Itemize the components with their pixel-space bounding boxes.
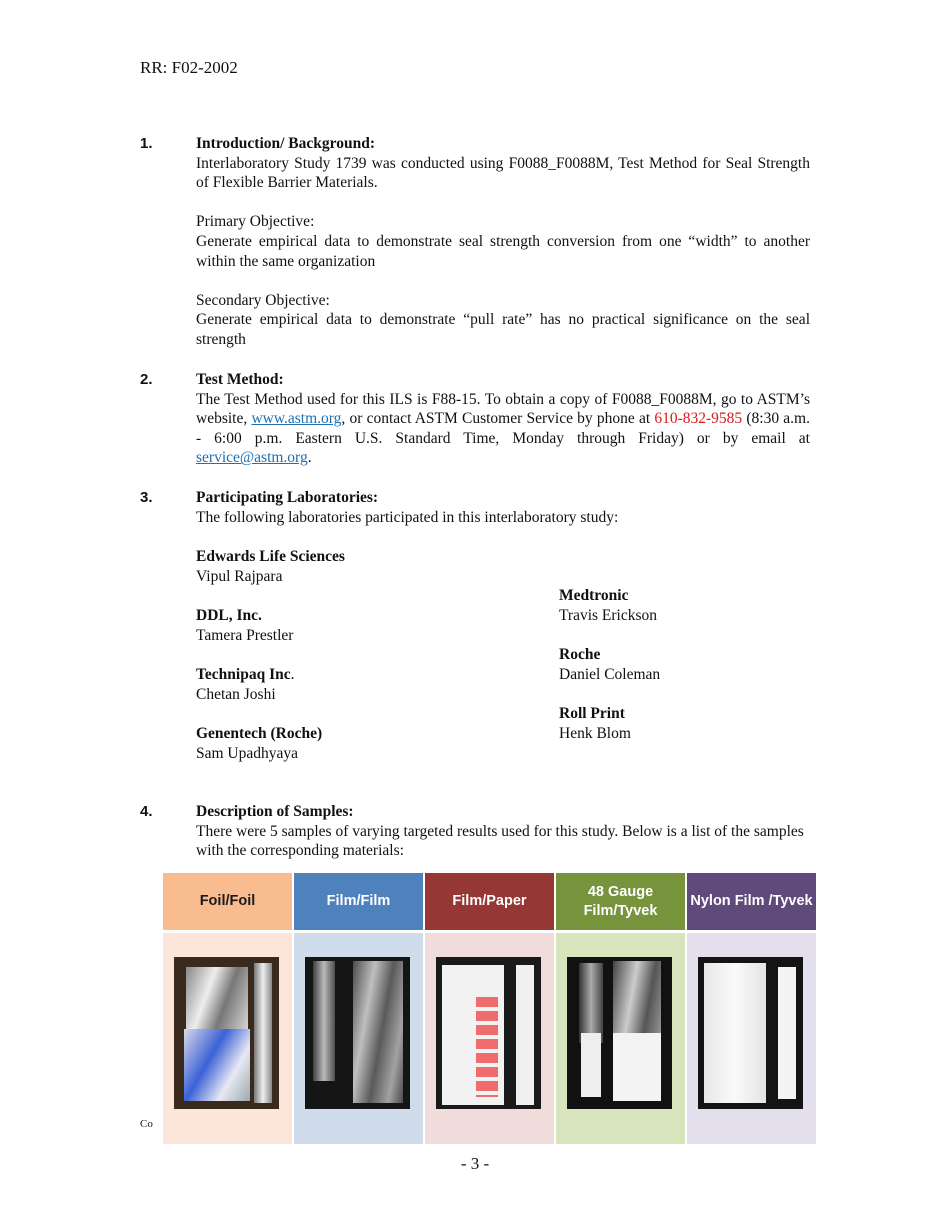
- lab-contact: Tamera Prestler: [196, 626, 294, 644]
- page-number: - 3 -: [460, 1154, 490, 1173]
- lab-contact: Travis Erickson: [559, 606, 658, 624]
- sample-photo-cell: [294, 933, 423, 1144]
- section-2-text-b: , or contact ASTM Customer Service by phone at: [341, 410, 655, 428]
- secondary-objective-label: Secondary Objective:: [196, 291, 330, 309]
- section-1-text: Interlaboratory Study 1739 was conducted using F0088_F0088M, Test Method for Seal Strength of Flexible Barrier Materials.: [196, 154, 810, 192]
- sample-header: Nylon Film /Tyvek: [687, 873, 816, 930]
- section-2-body: [196, 370, 810, 468]
- lab-roll-print: [559, 704, 631, 743]
- sample-photo-cell: [425, 933, 554, 1144]
- lab-name: Edwards Life Sciences: [196, 548, 345, 565]
- sample-header: 48 Gauge Film/Tyvek: [556, 873, 685, 930]
- lab-name: Roche: [559, 646, 601, 663]
- paper-sample-photo: [436, 957, 541, 1109]
- lab-name: Roll Print: [559, 705, 625, 722]
- primary-objective-text: Generate empirical data to demonstrate seal strength conversion from one “width” to another within the same organization: [196, 232, 810, 270]
- sample-column-film-film: [294, 873, 423, 1144]
- lab-edwards: [196, 547, 345, 586]
- section-2-number: 2.: [140, 371, 153, 388]
- samples-table: [163, 873, 817, 1144]
- lab-name: DDL, Inc.: [196, 607, 262, 624]
- section-2-text-c: (8:30 a.m. - 6:00 p.m. Eastern U.S. Standard Time, Monday through Friday) or by email at: [196, 410, 810, 447]
- report-id-header: RR: F02-2002: [140, 58, 238, 77]
- lab-name-suffix: .: [290, 666, 295, 683]
- secondary-objective-text: Generate empirical data to demonstrate “pull rate” has no practical significance on the seal strength: [196, 311, 810, 348]
- lab-name: Medtronic: [559, 587, 629, 604]
- sample-column-nylon-film-tyvek: [687, 873, 816, 1144]
- section-2-title: Test Method:: [196, 371, 284, 388]
- astm-website-link[interactable]: www.astm.org: [251, 410, 342, 428]
- section-4-text: There were 5 samples of varying targeted results used for this study. Below is a list of the samples with the corresponding materials:: [196, 822, 804, 860]
- lab-ddl: [196, 606, 293, 645]
- sample-header: Foil/Foil: [163, 873, 292, 930]
- lab-roche: [559, 645, 660, 684]
- tyvek-48-sample-photo: [567, 957, 672, 1109]
- sample-column-48-gauge-film-tyvek: [556, 873, 685, 1144]
- lab-genentech: [196, 724, 322, 763]
- sample-photo-cell: [556, 933, 685, 1144]
- section-1-number: 1.: [140, 135, 153, 152]
- section-2-text-d: .: [307, 449, 312, 467]
- section-3-heading: [196, 488, 810, 527]
- sample-header: Film/Paper: [425, 873, 554, 930]
- nylon-sample-photo: [698, 957, 803, 1109]
- section-2-text-a: The Test Method used for this ILS is F88-15. To obtain a copy of F0088_F0088M, go to ASTM’s website,: [196, 390, 810, 428]
- section-3-intro: The following laboratories participated in this interlaboratory study:: [196, 508, 619, 526]
- section-1-title: Introduction/ Background:: [196, 135, 376, 152]
- section-4-number: 4.: [140, 803, 153, 820]
- sample-photo-cell: [163, 933, 292, 1144]
- film-sample-photo: [305, 957, 410, 1109]
- lab-technipaq: [196, 665, 295, 704]
- section-4-body: [196, 802, 810, 861]
- lab-name: Genentech (Roche): [196, 725, 323, 742]
- footer-fragment: Co: [140, 1118, 153, 1130]
- sample-column-foil-foil: [163, 873, 292, 1144]
- lab-contact: Chetan Joshi: [196, 685, 276, 703]
- lab-contact: Daniel Coleman: [559, 665, 661, 683]
- sample-column-film-paper: [425, 873, 554, 1144]
- lab-name: Technipaq Inc: [196, 666, 291, 683]
- section-4-title: Description of Samples:: [196, 803, 354, 820]
- sample-header: Film/Film: [294, 873, 423, 930]
- primary-objective-label: Primary Objective:: [196, 213, 315, 231]
- phone-number: 610-832-9585: [654, 410, 743, 428]
- foil-sample-photo: [174, 957, 279, 1109]
- lab-contact: Vipul Rajpara: [196, 567, 283, 585]
- lab-contact: Sam Upadhyaya: [196, 744, 299, 762]
- lab-contact: Henk Blom: [559, 724, 631, 742]
- section-1-body: [196, 134, 810, 350]
- service-email-link[interactable]: service@astm.org: [196, 449, 308, 467]
- sample-photo-cell: [687, 933, 816, 1144]
- section-3-title: Participating Laboratories:: [196, 489, 379, 506]
- lab-medtronic: [559, 586, 657, 625]
- section-3-number: 3.: [140, 489, 153, 506]
